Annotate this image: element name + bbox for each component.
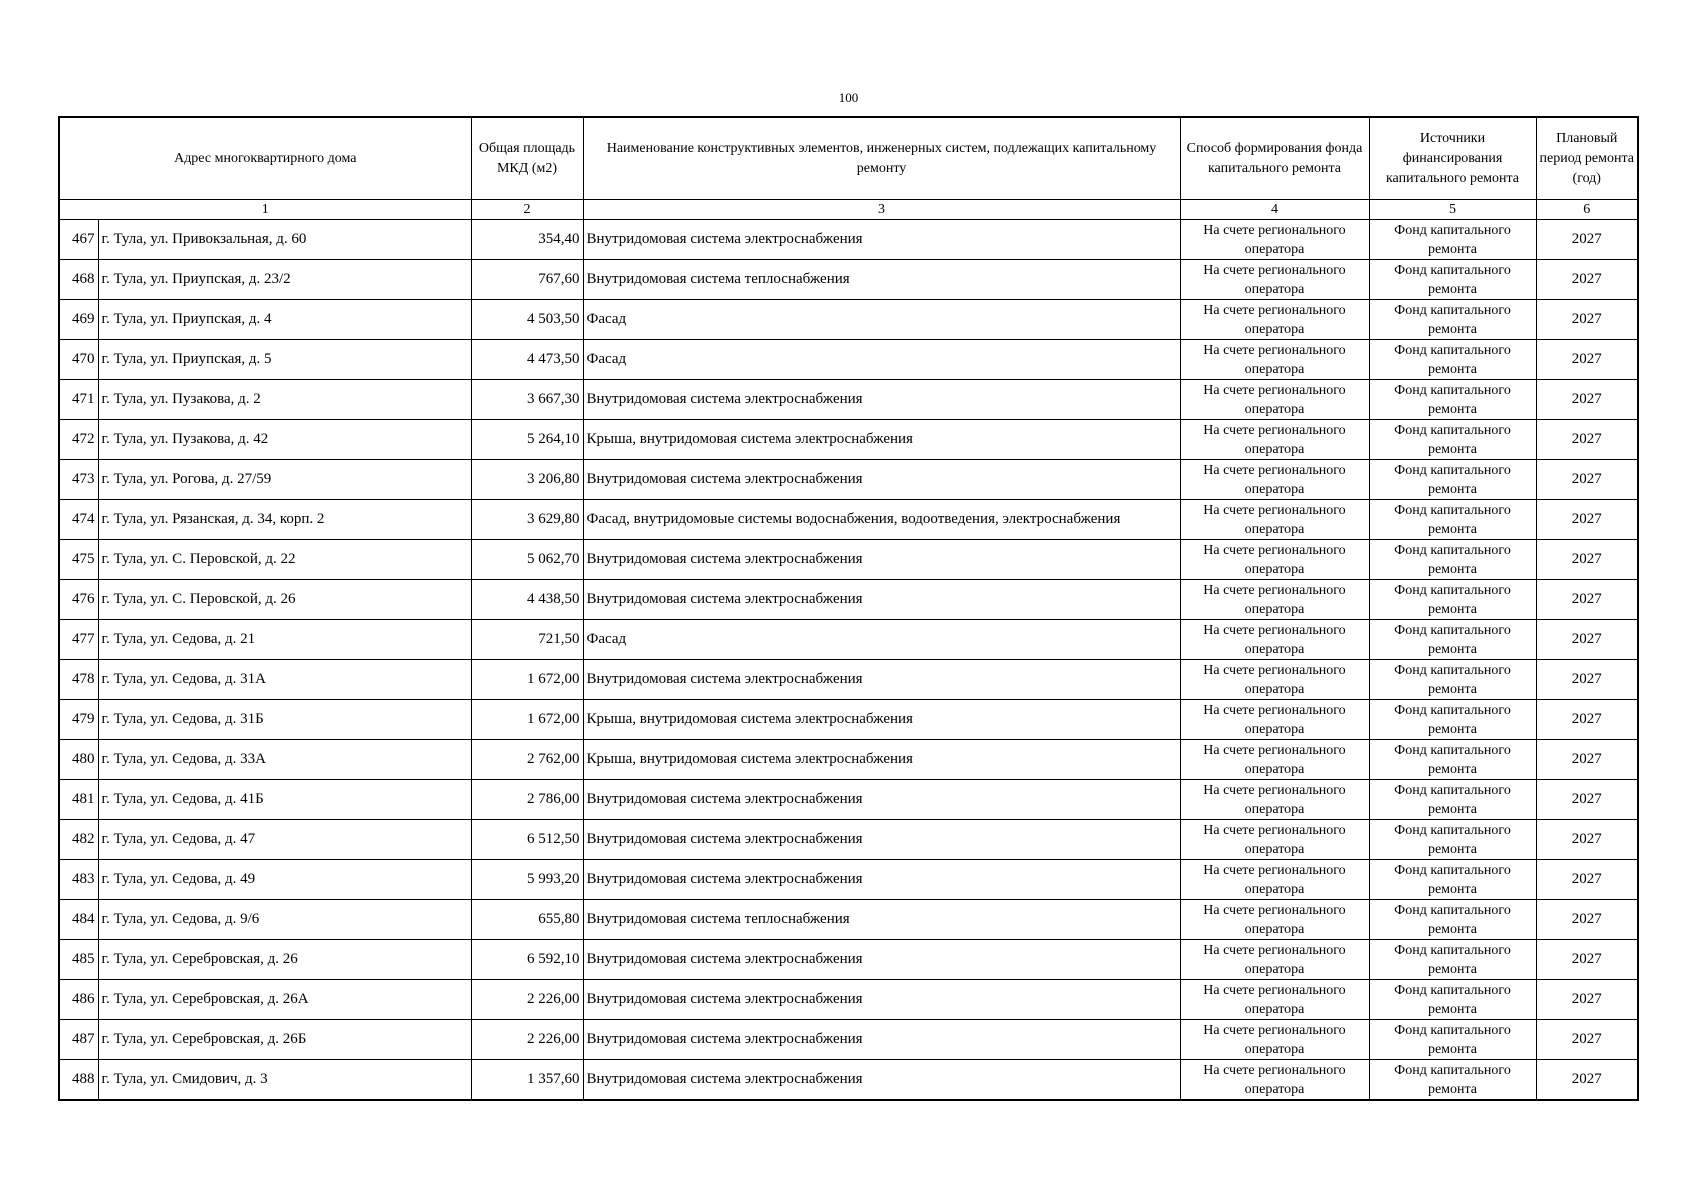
address-cell: г. Тула, ул. Приупская, д. 5 [98,340,471,380]
funding-method-cell: На счете регионального оператора [1180,260,1369,300]
area-cell: 2 226,00 [471,980,583,1020]
page-number: 100 [838,90,859,105]
elements-cell: Внутридомовая система электроснабжения [583,1020,1180,1060]
table-row [59,860,1638,900]
row-number: 486 [59,980,98,1020]
address-cell: г. Тула, ул. С. Перовской, д. 22 [98,540,471,580]
funding-method-cell: На счете регионального оператора [1180,460,1369,500]
table-row [59,740,1638,780]
row-number: 468 [59,260,98,300]
funding-source-cell: Фонд капитального ремонта [1369,260,1536,300]
table-row [59,420,1638,460]
planned-year-cell: 2027 [1536,340,1638,380]
area-cell: 6 512,50 [471,820,583,860]
address-cell: г. Тула, ул. Седова, д. 9/6 [98,900,471,940]
funding-source-cell: Фонд капитального ремонта [1369,580,1536,620]
table-row [59,1020,1638,1060]
row-number: 481 [59,780,98,820]
table-row [59,340,1638,380]
header-area: Общая площадь МКД (м2) [471,117,583,200]
row-number: 474 [59,500,98,540]
funding-source-cell: Фонд капитального ремонта [1369,1020,1536,1060]
table-row [59,580,1638,620]
repair-registry-table [58,116,1639,1101]
planned-year-cell: 2027 [1536,1060,1638,1101]
row-number: 467 [59,220,98,260]
area-cell: 3 667,30 [471,380,583,420]
funding-source-cell: Фонд капитального ремонта [1369,660,1536,700]
funding-source-cell: Фонд капитального ремонта [1369,700,1536,740]
table-row [59,660,1638,700]
address-cell: г. Тула, ул. Рогова, д. 27/59 [98,460,471,500]
table-row [59,380,1638,420]
elements-cell: Внутридомовая система электроснабжения [583,980,1180,1020]
area-cell: 721,50 [471,620,583,660]
elements-cell: Внутридомовая система электроснабжения [583,380,1180,420]
address-cell: г. Тула, ул. С. Перовской, д. 26 [98,580,471,620]
address-cell: г. Тула, ул. Седова, д. 47 [98,820,471,860]
area-cell: 354,40 [471,220,583,260]
area-cell: 5 264,10 [471,420,583,460]
funding-method-cell: На счете регионального оператора [1180,700,1369,740]
funding-method-cell: На счете регионального оператора [1180,620,1369,660]
planned-year-cell: 2027 [1536,580,1638,620]
row-number: 479 [59,700,98,740]
row-number: 478 [59,660,98,700]
funding-method-cell: На счете регионального оператора [1180,420,1369,460]
address-cell: г. Тула, ул. Серебровская, д. 26А [98,980,471,1020]
table-row [59,820,1638,860]
row-number: 470 [59,340,98,380]
funding-method-cell: На счете регионального оператора [1180,820,1369,860]
elements-cell: Крыша, внутридомовая система электроснабжения [583,420,1180,460]
funding-method-cell: На счете регионального оператора [1180,580,1369,620]
address-cell: г. Тула, ул. Серебровская, д. 26 [98,940,471,980]
area-cell: 1 672,00 [471,660,583,700]
address-cell: г. Тула, ул. Седова, д. 33А [98,740,471,780]
row-number: 469 [59,300,98,340]
column-number: 1 [59,200,471,220]
funding-source-cell: Фонд капитального ремонта [1369,820,1536,860]
elements-cell: Внутридомовая система теплоснабжения [583,900,1180,940]
funding-method-cell: На счете регионального оператора [1180,1020,1369,1060]
planned-year-cell: 2027 [1536,620,1638,660]
row-number: 485 [59,940,98,980]
address-cell: г. Тула, ул. Седова, д. 31А [98,660,471,700]
funding-source-cell: Фонд капитального ремонта [1369,740,1536,780]
planned-year-cell: 2027 [1536,300,1638,340]
row-number: 476 [59,580,98,620]
funding-source-cell: Фонд капитального ремонта [1369,220,1536,260]
planned-year-cell: 2027 [1536,780,1638,820]
row-number: 472 [59,420,98,460]
area-cell: 1 357,60 [471,1060,583,1101]
table-body [59,220,1638,1101]
table-row [59,220,1638,260]
funding-method-cell: На счете регионального оператора [1180,1060,1369,1101]
funding-source-cell: Фонд капитального ремонта [1369,540,1536,580]
row-number: 473 [59,460,98,500]
column-number-row [59,200,1638,220]
area-cell: 2 226,00 [471,1020,583,1060]
funding-source-cell: Фонд капитального ремонта [1369,500,1536,540]
header-elements: Наименование конструктивных элементов, инженерных систем, подлежащих капитальному ремонту [583,117,1180,200]
header-address: Адрес многоквартирного дома [59,117,471,200]
address-cell: г. Тула, ул. Седова, д. 21 [98,620,471,660]
column-number: 3 [583,200,1180,220]
table-header-row [59,117,1638,200]
area-cell: 4 473,50 [471,340,583,380]
planned-year-cell: 2027 [1536,420,1638,460]
elements-cell: Внутридомовая система электроснабжения [583,780,1180,820]
row-number: 487 [59,1020,98,1060]
row-number: 483 [59,860,98,900]
area-cell: 4 503,50 [471,300,583,340]
funding-method-cell: На счете регионального оператора [1180,220,1369,260]
funding-method-cell: На счете регионального оператора [1180,540,1369,580]
area-cell: 6 592,10 [471,940,583,980]
planned-year-cell: 2027 [1536,820,1638,860]
address-cell: г. Тула, ул. Пузакова, д. 2 [98,380,471,420]
planned-year-cell: 2027 [1536,900,1638,940]
funding-source-cell: Фонд капитального ремонта [1369,900,1536,940]
area-cell: 3 206,80 [471,460,583,500]
address-cell: г. Тула, ул. Рязанская, д. 34, корп. 2 [98,500,471,540]
area-cell: 767,60 [471,260,583,300]
row-number: 477 [59,620,98,660]
address-cell: г. Тула, ул. Приупская, д. 4 [98,300,471,340]
area-cell: 4 438,50 [471,580,583,620]
funding-source-cell: Фонд капитального ремонта [1369,340,1536,380]
elements-cell: Фасад [583,340,1180,380]
address-cell: г. Тула, ул. Приупская, д. 23/2 [98,260,471,300]
address-cell: г. Тула, ул. Пузакова, д. 42 [98,420,471,460]
column-number: 2 [471,200,583,220]
address-cell: г. Тула, ул. Серебровская, д. 26Б [98,1020,471,1060]
address-cell: г. Тула, ул. Седова, д. 49 [98,860,471,900]
elements-cell: Внутридомовая система электроснабжения [583,940,1180,980]
funding-source-cell: Фонд капитального ремонта [1369,780,1536,820]
funding-source-cell: Фонд капитального ремонта [1369,1060,1536,1101]
funding-method-cell: На счете регионального оператора [1180,660,1369,700]
funding-method-cell: На счете регионального оператора [1180,740,1369,780]
funding-source-cell: Фонд капитального ремонта [1369,380,1536,420]
header-method: Способ формирования фонда капитального ремонта [1180,117,1369,200]
area-cell: 2 762,00 [471,740,583,780]
elements-cell: Фасад [583,300,1180,340]
header-source: Источники финансирования капитального ремонта [1369,117,1536,200]
funding-method-cell: На счете регионального оператора [1180,860,1369,900]
table-row [59,260,1638,300]
planned-year-cell: 2027 [1536,660,1638,700]
area-cell: 5 062,70 [471,540,583,580]
planned-year-cell: 2027 [1536,860,1638,900]
area-cell: 655,80 [471,900,583,940]
planned-year-cell: 2027 [1536,1020,1638,1060]
funding-source-cell: Фонд капитального ремонта [1369,460,1536,500]
funding-method-cell: На счете регионального оператора [1180,980,1369,1020]
planned-year-cell: 2027 [1536,700,1638,740]
elements-cell: Внутридомовая система электроснабжения [583,580,1180,620]
table-row [59,460,1638,500]
planned-year-cell: 2027 [1536,500,1638,540]
elements-cell: Внутридомовая система электроснабжения [583,820,1180,860]
row-number: 471 [59,380,98,420]
elements-cell: Внутридомовая система теплоснабжения [583,260,1180,300]
planned-year-cell: 2027 [1536,540,1638,580]
area-cell: 3 629,80 [471,500,583,540]
column-number: 6 [1536,200,1638,220]
table-row [59,700,1638,740]
table-row [59,300,1638,340]
row-number: 475 [59,540,98,580]
funding-method-cell: На счете регионального оператора [1180,780,1369,820]
funding-source-cell: Фонд капитального ремонта [1369,420,1536,460]
table-row [59,940,1638,980]
elements-cell: Внутридомовая система электроснабжения [583,540,1180,580]
column-number: 5 [1369,200,1536,220]
table-row [59,900,1638,940]
planned-year-cell: 2027 [1536,980,1638,1020]
funding-method-cell: На счете регионального оператора [1180,300,1369,340]
planned-year-cell: 2027 [1536,940,1638,980]
planned-year-cell: 2027 [1536,220,1638,260]
header-period: Плановый период ремонта (год) [1536,117,1638,200]
area-cell: 5 993,20 [471,860,583,900]
elements-cell: Крыша, внутридомовая система электроснабжения [583,740,1180,780]
table-row [59,980,1638,1020]
elements-cell: Крыша, внутридомовая система электроснабжения [583,700,1180,740]
row-number: 484 [59,900,98,940]
elements-cell: Фасад, внутридомовые системы водоснабжения, водоотведения, электроснабжения [583,500,1180,540]
planned-year-cell: 2027 [1536,740,1638,780]
table-row [59,620,1638,660]
funding-source-cell: Фонд капитального ремонта [1369,300,1536,340]
funding-method-cell: На счете регионального оператора [1180,380,1369,420]
planned-year-cell: 2027 [1536,460,1638,500]
row-number: 482 [59,820,98,860]
address-cell: г. Тула, ул. Седова, д. 31Б [98,700,471,740]
funding-source-cell: Фонд капитального ремонта [1369,980,1536,1020]
column-number: 4 [1180,200,1369,220]
table-row [59,780,1638,820]
area-cell: 1 672,00 [471,700,583,740]
planned-year-cell: 2027 [1536,380,1638,420]
address-cell: г. Тула, ул. Смидович, д. 3 [98,1060,471,1101]
funding-method-cell: На счете регионального оператора [1180,940,1369,980]
funding-source-cell: Фонд капитального ремонта [1369,940,1536,980]
funding-method-cell: На счете регионального оператора [1180,500,1369,540]
elements-cell: Внутридомовая система электроснабжения [583,220,1180,260]
elements-cell: Фасад [583,620,1180,660]
table-row [59,540,1638,580]
row-number: 480 [59,740,98,780]
funding-source-cell: Фонд капитального ремонта [1369,620,1536,660]
funding-source-cell: Фонд капитального ремонта [1369,860,1536,900]
row-number: 488 [59,1060,98,1101]
funding-method-cell: На счете регионального оператора [1180,340,1369,380]
area-cell: 2 786,00 [471,780,583,820]
table-row [59,1060,1638,1101]
planned-year-cell: 2027 [1536,260,1638,300]
elements-cell: Внутридомовая система электроснабжения [583,460,1180,500]
elements-cell: Внутридомовая система электроснабжения [583,1060,1180,1101]
table-row [59,500,1638,540]
funding-method-cell: На счете регионального оператора [1180,900,1369,940]
elements-cell: Внутридомовая система электроснабжения [583,660,1180,700]
address-cell: г. Тула, ул. Седова, д. 41Б [98,780,471,820]
address-cell: г. Тула, ул. Привокзальная, д. 60 [98,220,471,260]
elements-cell: Внутридомовая система электроснабжения [583,860,1180,900]
